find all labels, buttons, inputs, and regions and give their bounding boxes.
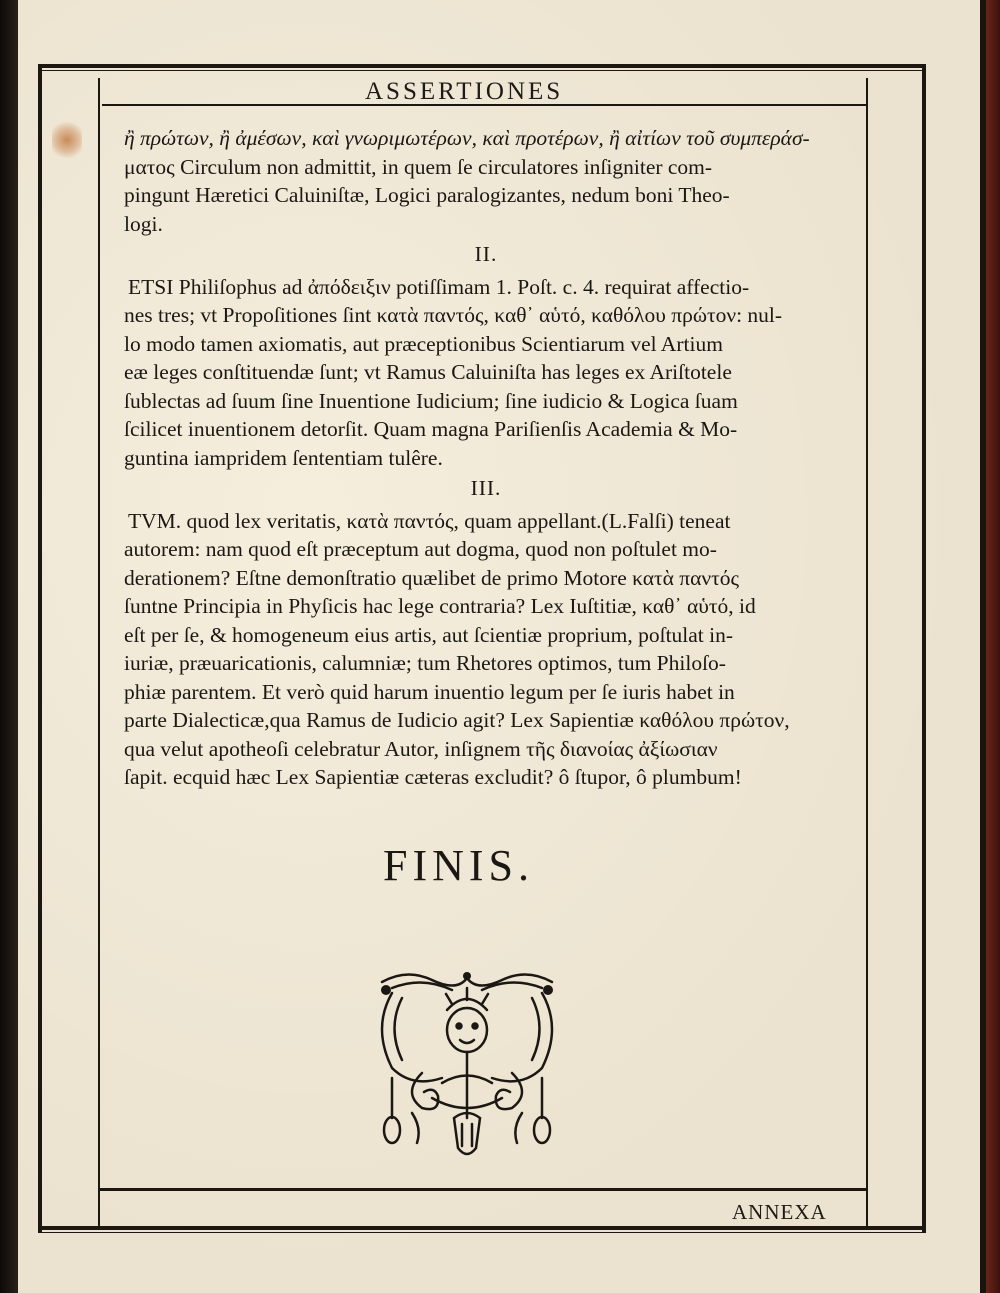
frame-left-rule-inner [98,78,100,1226]
text-line: ſublectas ad ſuum ſine Inuentione Iudicium; ſine iudicio & Logica ſuam [124,388,738,413]
body-text [124,124,848,792]
text-line: ματος Circulum non admittit, in quem ſe circulatores inſigniter com- [124,154,713,179]
text-line: ETSI Philiſophus ad ἀπόδειξιν potiſſimam 1. Poſt. c. 4. requirat affectio- [128,274,750,299]
frame-right-rule-inner [866,78,868,1226]
paragraph-number: III. [470,476,502,500]
text-line: lo modo tamen axiomatis, aut præceptionibus Scientiarum vel Artium [124,331,723,356]
text-line: pingunt Hæretici Caluiniſtæ, Logici paralogizantes, nedum boni Theo- [124,183,730,207]
text-line: TVM. quod lex veritatis, κατὰ παντός, quam appellant.(L.Falſi) teneat [128,508,731,533]
text-line: ἢ πρώτων, ἢ ἀμέσων, καὶ γνωριμωτέρων, καὶ προτέρων, ἢ αἰτίων τοῦ συμπεράσ- [124,126,810,150]
text-line: ſcilicet inuentionem detorſit. Quam magna Pariſienſis Academia & Mo- [124,417,738,441]
frame-bottom-rule-upper [98,1188,868,1191]
text-line: eſt per ſe, & homogeneum eius artis, aut ſcientiæ proprium, poſtulat in- [124,622,734,647]
text-line: autorem: nam quod eſt præceptum aut dogma, quod non poſtulet mo- [124,537,717,561]
text-line: guntina iampridem ſententiam tulêre. [124,445,443,470]
right-page-edge [986,0,1000,1293]
text-line: parte Dialecticæ,qua Ramus de Iudicio agit? Lex Sapientiæ καθόλου πρώτον, [124,708,790,732]
text-line: ſapit. ecquid hæc Lex Sapientiæ cæteras excludit? ô ſtupor, ô plumbum! [124,765,742,789]
frame-bottom-rule-inner [38,1232,926,1233]
frame-right-rule-outer [922,66,926,1232]
frame-top-rule-outer [38,64,926,68]
text-line: phiæ parentem. Et verò quid harum inuentio legum per ſe iuris habet in [124,679,735,704]
text-line: eæ leges conſtituendæ ſunt; vt Ramus Caluiniſta has leges ex Ariſtotele [124,360,732,384]
left-binding-edge [0,0,18,1293]
text-line: iuriæ, præuaricationis, calumniæ; tum Rhetores optimos, tum Philoſo- [124,651,726,675]
text-line: ſuntne Principia in Phyſicis hac lege contraria? Lex Iuſtitiæ, καθ᾽ αὑτό, id [124,594,756,618]
text-line: qua velut apotheoſi celebratur Autor, inſignem τῆς διανοίας ἀξίωσιαν [124,736,718,761]
catchword: ANNEXA [732,1200,827,1224]
frame-bottom-rule-outer [38,1226,926,1230]
paragraph-3 [124,507,848,792]
paper-stain [52,120,82,160]
paragraph-number: II. [474,242,498,266]
paragraph-1 [124,124,848,238]
text-line: logi. [124,211,163,236]
finis-heading: FINIS. [383,841,535,890]
running-head: ASSERTIONES [365,78,564,105]
frame-top-rule-inner [38,70,926,71]
text-line: nes tres; vt Propoſitiones ſint κατὰ παντός, καθ᾽ αὑτό, καθόλου πρώτον: nul- [124,303,783,327]
frame-left-rule-outer [38,66,42,1232]
paragraph-2 [124,273,848,473]
text-line: derationem? Eſtne demonſtratio quælibet de primo Motore κατὰ παντός [124,565,740,590]
foliate-mask-tailpiece-icon [362,968,572,1173]
